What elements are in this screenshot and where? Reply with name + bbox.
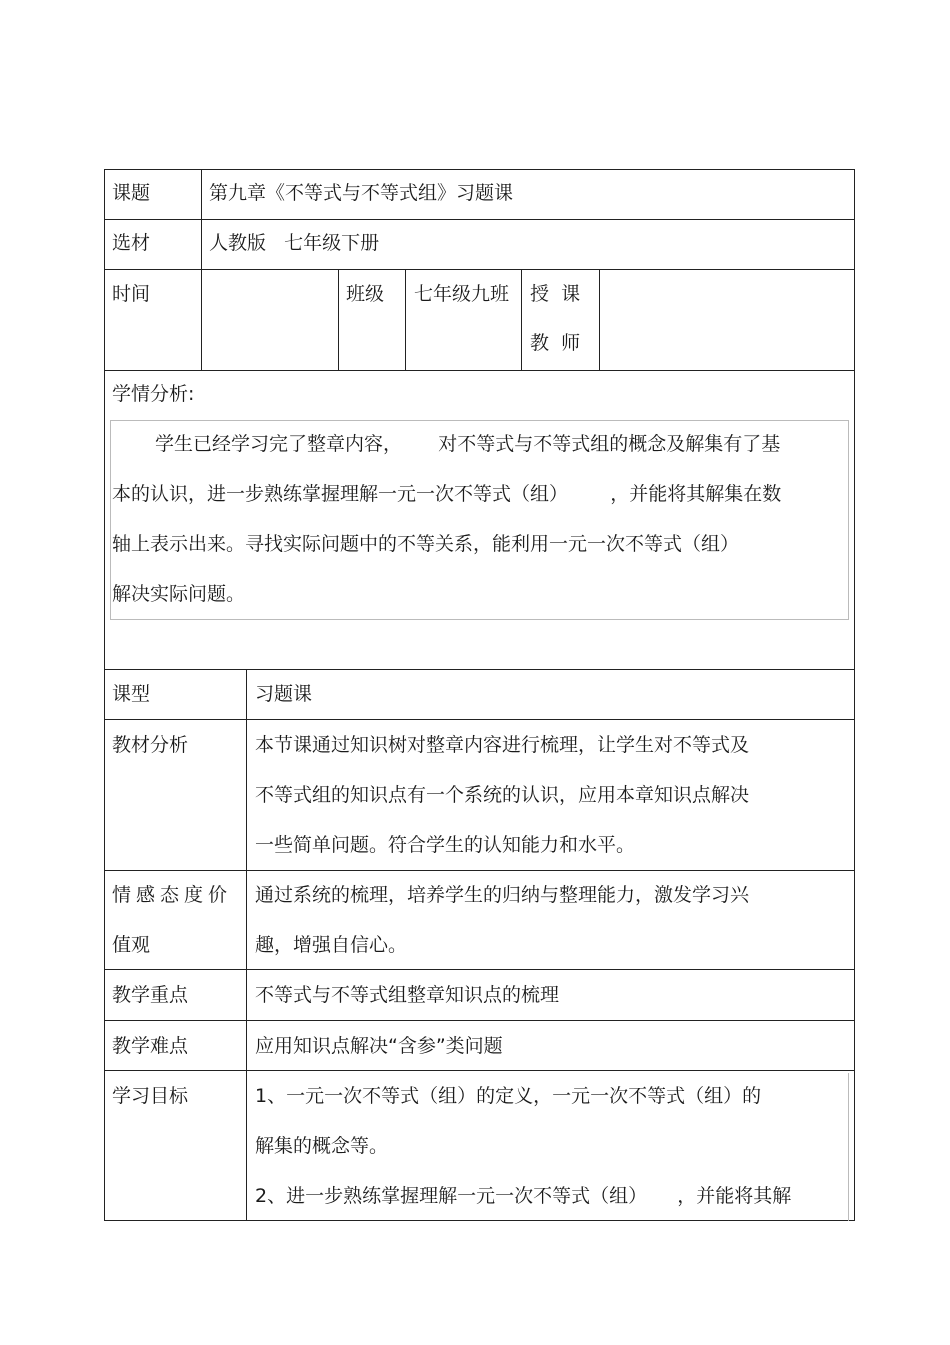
textbook-line: 本节课通过知识树对整章内容进行梳理，让学生对不等式及: [255, 734, 750, 756]
key-value: 不等式与不等式组整章知识点的梳理: [255, 984, 560, 1006]
class-value: 七年级九班: [414, 283, 510, 305]
textbook-label: 教材分析: [112, 734, 189, 756]
column-divider: [246, 669, 247, 1221]
type-label: 课型: [112, 683, 151, 705]
teacher-label-line2: 教 师: [530, 332, 581, 354]
row-divider: [104, 870, 855, 871]
analysis-line: 解决实际问题。: [112, 583, 246, 605]
lesson-plan-table: [104, 169, 855, 1221]
column-divider: [521, 269, 522, 370]
goals-label: 学习目标: [112, 1085, 189, 1107]
analysis-line: 学生已经学习完了整章内容， 对不等式与不等式组的概念及解集有了基: [155, 433, 781, 455]
column-divider: [201, 169, 202, 370]
emotion-line: 趣，增强自信心。: [255, 934, 408, 956]
difficult-value: 应用知识点解决“含参”类问题: [255, 1035, 503, 1057]
row-divider: [104, 1020, 855, 1021]
row-divider: [104, 1070, 855, 1071]
row-divider: [104, 219, 855, 220]
row-divider: [104, 719, 855, 720]
textbook-line: 不等式组的知识点有一个系统的认识，应用本章知识点解决: [255, 784, 750, 806]
row-divider: [104, 370, 855, 371]
type-value: 习题课: [255, 683, 313, 705]
textbook-line: 一些简单问题。符合学生的认知能力和水平。: [255, 834, 636, 856]
class-label: 班级: [346, 283, 385, 305]
analysis-label: 学情分析:: [112, 383, 195, 405]
time-label: 时间: [112, 283, 151, 305]
difficult-label: 教学难点: [112, 1035, 189, 1057]
goals-line: 1、一元一次不等式（组）的定义，一元一次不等式（组）的: [255, 1085, 762, 1107]
inner-border: [848, 1073, 849, 1221]
emotion-label-line2: 值观: [112, 934, 151, 956]
teacher-label-line1: 授 课: [530, 283, 581, 305]
goals-line: 2、进一步熟练掌握理解一元一次不等式（组） ，并能将其解: [255, 1185, 792, 1207]
material-label: 选材: [112, 232, 151, 254]
material-value: 人教版 七年级下册: [209, 232, 380, 254]
row-divider: [104, 969, 855, 970]
emotion-line: 通过系统的梳理，培养学生的归纳与整理能力，激发学习兴: [255, 884, 750, 906]
analysis-line: 轴上表示出来。寻找实际问题中的不等关系，能利用一元一次不等式（组）: [112, 533, 740, 555]
row-divider: [104, 669, 855, 670]
key-label: 教学重点: [112, 984, 189, 1006]
analysis-line: 本的认识，进一步熟练掌握理解一元一次不等式（组） ，并能将其解集在数: [112, 483, 782, 505]
column-divider: [338, 269, 339, 370]
column-divider: [405, 269, 406, 370]
emotion-label-line1: 情感态度价: [112, 884, 233, 906]
column-divider: [599, 269, 600, 370]
goals-line: 解集的概念等。: [255, 1135, 389, 1157]
subject-value: 第九章《不等式与不等式组》习题课: [209, 182, 514, 204]
row-divider: [104, 269, 855, 270]
subject-label: 课题: [112, 182, 151, 204]
